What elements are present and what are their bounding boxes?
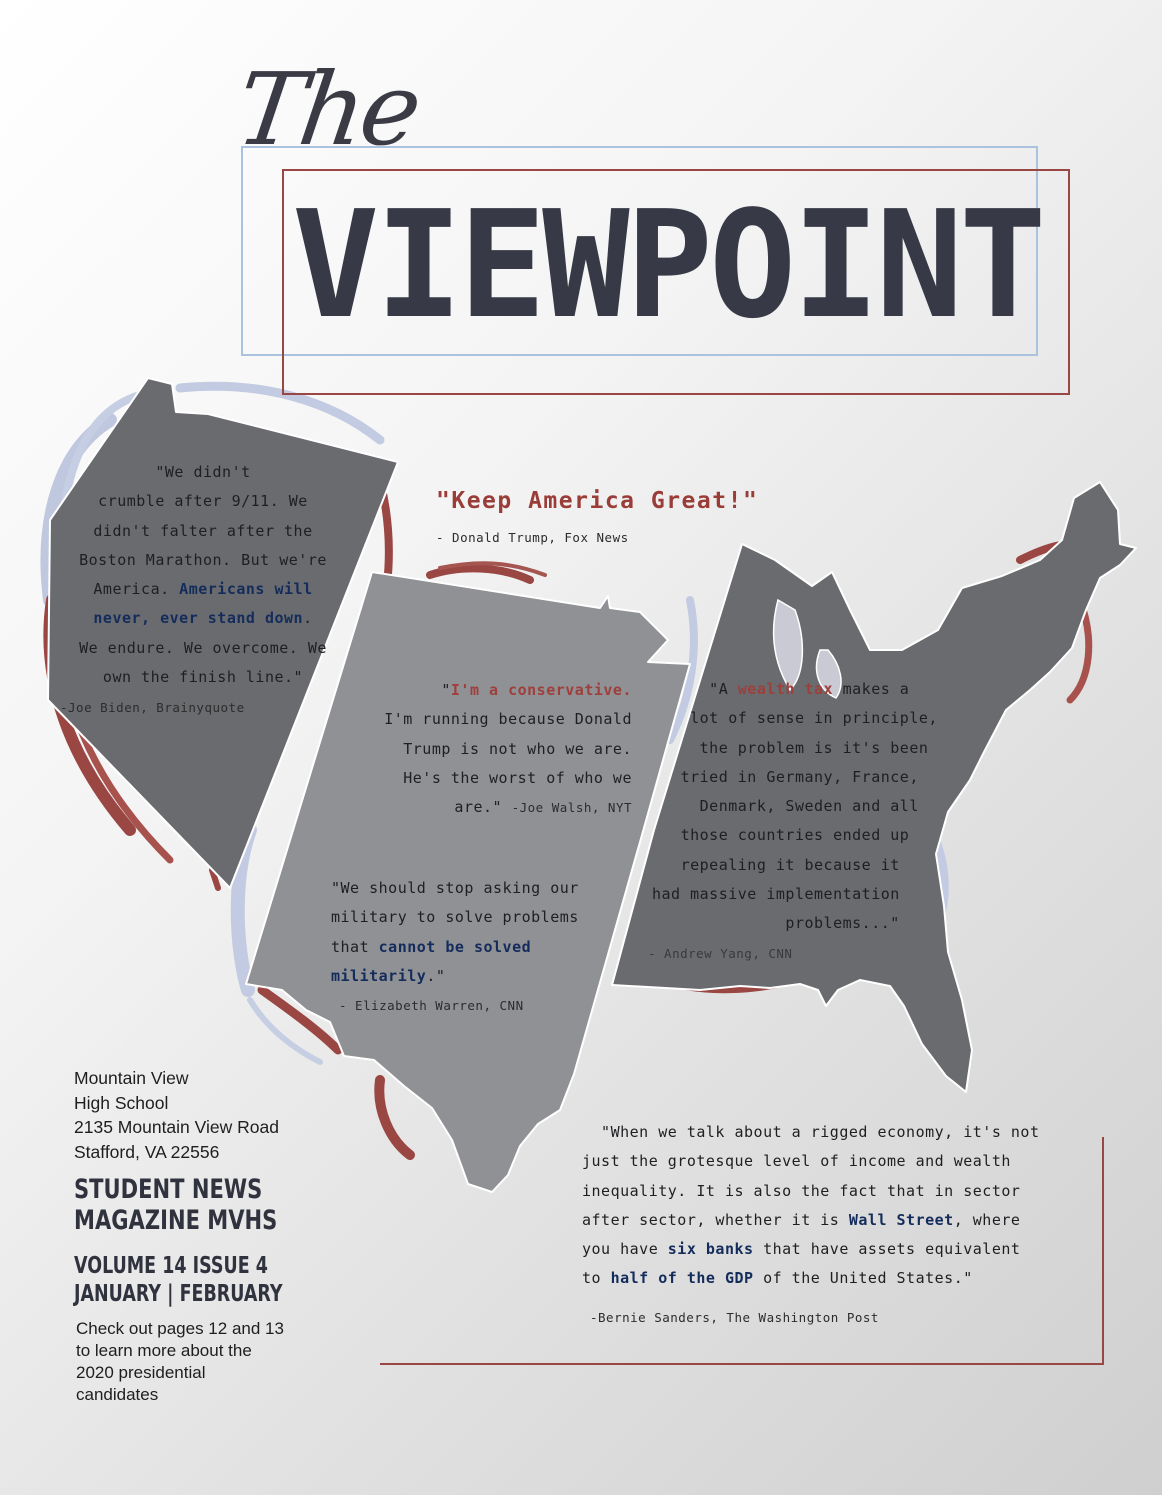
quote-text: that have assets equivalent (753, 1240, 1021, 1259)
quote-line (331, 933, 601, 962)
quote-text: "We should stop asking our (331, 879, 579, 897)
biden-attribution: -Joe Biden, Brainyquote (60, 700, 245, 715)
quote-line (58, 634, 348, 663)
quote-text: " (441, 681, 451, 699)
quote-line (652, 909, 1000, 938)
quote-text: after sector, whether it is (582, 1210, 849, 1229)
sanders-attribution: -Bernie Sanders, The Washington Post (590, 1310, 879, 1325)
quote-highlight: six banks (667, 1240, 754, 1259)
quote-line (331, 874, 601, 903)
quote-line (370, 705, 632, 734)
quote-highlight: never, ever stand down (93, 609, 304, 628)
magazine-line: STUDENT NEWS (74, 1174, 263, 1205)
quote-line (370, 735, 632, 764)
quote-text: those countries ended up (652, 826, 910, 845)
quote-line (331, 903, 601, 932)
quote-text: inequality. It is also the fact that in sector (582, 1181, 1021, 1200)
quote-text: the problem is it's been (652, 738, 929, 757)
quote-line (652, 880, 1000, 909)
quote-line (652, 675, 1000, 704)
quote-highlight: Wall Street (848, 1210, 954, 1229)
address-line: High School (74, 1092, 169, 1113)
quote-line (652, 821, 1000, 850)
quote-text: makes a (833, 680, 910, 698)
quote-text: . (303, 609, 313, 628)
warren-attribution: - Elizabeth Warren, CNN (339, 998, 524, 1013)
quote-line (652, 851, 1000, 880)
quote-text: We endure. We overcome. We (79, 638, 327, 657)
quote-line (652, 763, 1000, 792)
quote-text: , where (953, 1210, 1021, 1229)
quote-text: crumble after 9/11. We (98, 492, 308, 511)
quote-text: that (331, 937, 379, 956)
issue-line: JANUARY | FEBRUARY (74, 1281, 283, 1307)
quote-line (370, 676, 632, 705)
quote-text: you have (582, 1240, 668, 1259)
quote-text: Denmark, Sweden and all (652, 797, 919, 816)
masthead-title: VIEWPOINT (291, 179, 1043, 351)
trump-attribution: - Donald Trump, Fox News (436, 530, 629, 545)
yang-quote (652, 675, 1000, 939)
quote-text: military to solve problems (331, 908, 579, 927)
quote-text: own the finish line." (102, 668, 304, 687)
quote-text: "We didn't (155, 463, 251, 481)
magazine-line: MAGAZINE MVHS (74, 1205, 278, 1236)
quote-line (652, 734, 1000, 763)
quote-text: "A (652, 680, 738, 698)
sanders-quote (582, 1118, 1082, 1294)
quote-highlight: militarily (331, 966, 427, 985)
quote-line (58, 487, 348, 516)
inside-note: Check out pages 12 and 13 to learn more about the 2020 presidential candidates (76, 1319, 284, 1404)
quote-line (652, 792, 1000, 821)
sanders-frame-bottom (380, 1363, 1104, 1365)
quote-highlight: I'm a conservative. (450, 681, 632, 699)
quote-text: tried in Germany, France, (652, 767, 919, 786)
quote-highlight: -Joe Walsh, NYT (511, 800, 632, 816)
magazine-name (74, 1174, 277, 1236)
quote-highlight: cannot be solved (378, 937, 532, 956)
quote-text: had massive implementation (652, 885, 900, 904)
walsh-quote (370, 676, 632, 822)
quote-text: America. (93, 580, 180, 599)
yang-attribution: - Andrew Yang, CNN (648, 946, 793, 961)
quote-line (652, 704, 1000, 733)
quote-line (58, 517, 348, 546)
quote-line (582, 1118, 1082, 1147)
quote-line (58, 546, 348, 575)
quote-line (582, 1235, 1082, 1264)
sanders-frame-right (1102, 1137, 1104, 1365)
quote-line (582, 1264, 1082, 1293)
quote-highlight: half of the GDP (610, 1269, 754, 1288)
masthead-the: The (229, 51, 425, 168)
quote-line (331, 962, 601, 991)
quote-text: ." (426, 966, 446, 985)
quote-text: of the United States." (753, 1269, 973, 1288)
address-line: 2135 Mountain View Road (74, 1117, 279, 1137)
issue-info (74, 1252, 283, 1308)
address-line: Stafford, VA 22556 (74, 1141, 220, 1162)
quote-highlight: wealth tax (737, 680, 834, 698)
quote-text: repealing it because it (652, 855, 900, 874)
quote-text: Trump is not who we are. (403, 739, 632, 758)
quote-line (58, 604, 348, 633)
quote-text: I'm running because Donald (384, 710, 632, 729)
biden-quote (58, 458, 348, 692)
quote-line (370, 793, 632, 822)
quote-line (58, 663, 348, 692)
quote-line (582, 1147, 1082, 1176)
quote-line (58, 458, 348, 487)
warren-quote (331, 874, 601, 991)
quote-text: problems..." (652, 914, 900, 933)
quote-line (582, 1177, 1082, 1206)
quote-text: He's the worst of who we (403, 768, 632, 787)
quote-line (58, 575, 348, 604)
quote-text: are." (454, 798, 512, 817)
quote-highlight: Americans will (179, 580, 313, 599)
quote-text: to (582, 1269, 611, 1288)
school-address (74, 1066, 279, 1164)
address-line: Mountain View (74, 1068, 189, 1088)
quote-text: just the grotesque level of income and wealth (582, 1152, 1011, 1171)
quote-line (582, 1206, 1082, 1235)
quote-text: Boston Marathon. But we're (79, 550, 327, 569)
trump-quote: "Keep America Great!" (436, 488, 759, 514)
quote-text: didn't falter after the (93, 521, 313, 540)
quote-text: lot of sense in principle, (652, 709, 938, 728)
quote-line (370, 764, 632, 793)
issue-line: VOLUME 14 ISSUE 4 (74, 1253, 268, 1279)
quote-text: "When we talk about a rigged economy, it's not (582, 1123, 1040, 1141)
